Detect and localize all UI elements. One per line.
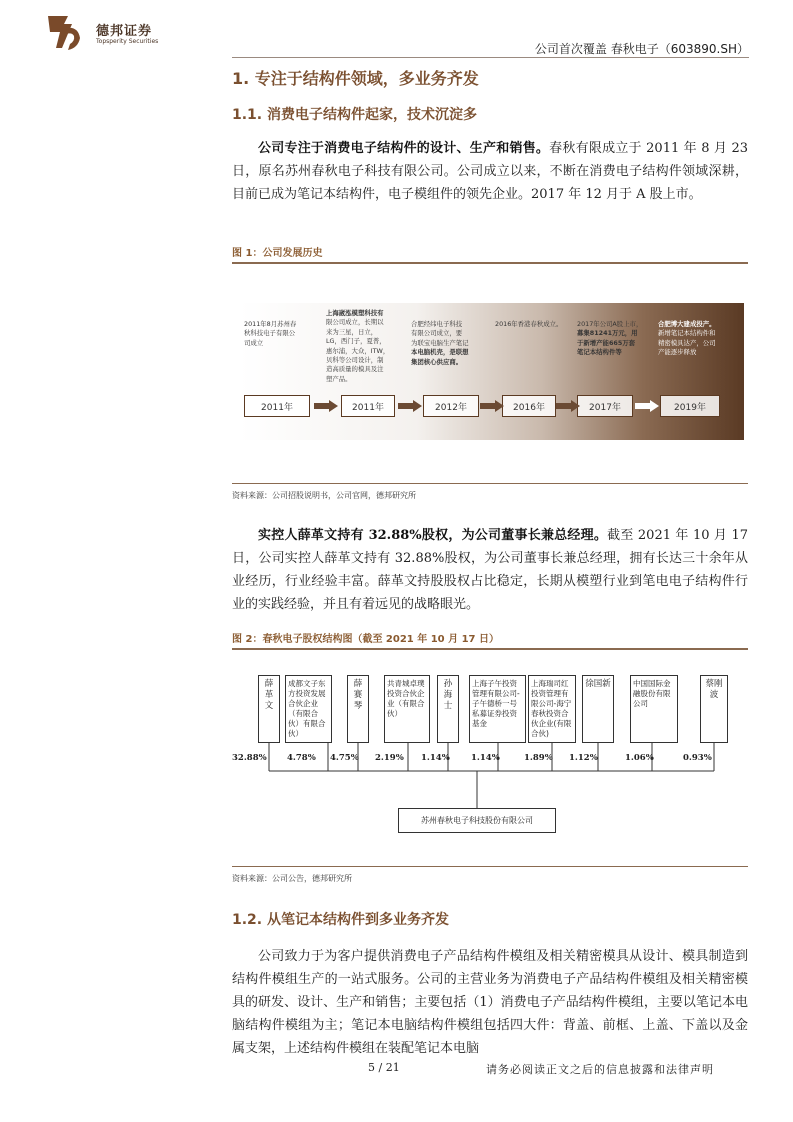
timeline-event-4: 2016年香港春秋成立。 xyxy=(495,320,563,328)
shareholder-box: 孙海士 xyxy=(437,675,459,743)
timeline-event-6: 合肥博大建成投产。 新增笔记本结构件和 精密模具达产，公司 产能逐步释放 xyxy=(658,320,716,357)
shareholder-box: 薛革文 xyxy=(258,675,280,743)
timeline-event-1: 2011年8月苏州春 秋科技电子有限公 司成立 xyxy=(244,320,297,347)
figure-2-bottom-rule xyxy=(232,866,748,867)
logo-text-cn: 德邦证券 xyxy=(96,24,153,39)
timeline-event-5: 2017年公司A股上市， 募集81241万元，用 于新增产能665万套 笔记本结构件等 xyxy=(577,320,643,357)
logo-text-en: Topsperity Securities xyxy=(96,38,159,45)
footer-disclaimer: 请务必阅读正文之后的信息披露和法律声明 xyxy=(486,1063,714,1076)
timeline-event-2: 上海崴泓模塑科技有 限公司成立，长期以 来为三星，日立， LG，西门子，夏普， 惠尔浦，大众，ITW， 贝科等公司设计，制 造高质量的模具及注 塑产品。 xyxy=(326,309,390,383)
shareholder-box: 上海瑞司红投资管理有限公司-海宁春秋投资合伙企业(有限合伙) xyxy=(528,675,576,743)
shareholder-box: 成都文子东方投资发展合伙企业（有限合伙）有限合伙） xyxy=(285,675,332,743)
timeline-year-6: 2019年 xyxy=(660,395,720,417)
share-percentage: 1.06% xyxy=(625,753,654,763)
share-percentage: 1.89% xyxy=(524,753,553,763)
paragraph-2-body: 截至 2021 年 10 月 17 日，公司实控人薛革文持有 32.88%股权，为公司董事长兼总经理，拥有长达三十余年从业经历，行业经验丰富。薛革文持股股权占比稳定，长期从模塑行业到笔电电子结构件行业的实践经验，并且有着远见的战略眼光。 xyxy=(232,528,748,612)
timeline-year-3: 2012年 xyxy=(423,395,479,417)
page-number: 5 / 21 xyxy=(368,1061,400,1074)
shareholder-box: 共青城卓璞投资合伙企业（有限合伙） xyxy=(384,675,430,743)
report-header: 公司首次覆盖 春秋电子（603890.SH） xyxy=(534,42,749,56)
share-percentage: 4.78% xyxy=(287,753,316,763)
paragraph-2 xyxy=(232,524,748,616)
timeline-arrow-icon xyxy=(556,400,580,412)
figure-1-title: 图 1：公司发展历史 xyxy=(232,248,323,259)
company-box: 苏州春秋电子科技股份有限公司 xyxy=(398,808,556,833)
figure-1-source: 资料来源：公司招股说明书，公司官网，德邦研究所 xyxy=(232,491,416,500)
paragraph-3: 公司致力于为客户提供消费电子产品结构件模组及相关精密模具从设计、模具制造到结构件模组生产的一站式服务。公司的主营业务为消费电子产品结构件模组及相关精密模具的研发、设计、生产和销售；主要包括（1）消费电子产品结构件模组，主要以笔记本电脑结构件模组为主；笔记本电脑结构件模组包括四大件：背盖、前框、上盖、下盖以及金属支架，上述结构件模组在装配笔记本电脑 xyxy=(232,949,748,1056)
figure-2-source: 资料来源：公司公告，德邦研究所 xyxy=(232,874,352,883)
timeline-arrow-icon xyxy=(398,400,422,412)
shareholder-box: 徐国新 xyxy=(582,675,614,743)
shareholding-structure xyxy=(232,665,748,841)
paragraph-2-lead: 实控人薛革文持有 32.88%股权，为公司董事长兼总经理。 xyxy=(258,528,608,543)
paragraph-1-lead: 公司专注于消费电子结构件的设计、生产和销售。 xyxy=(258,141,550,156)
paragraph-1 xyxy=(232,137,748,206)
company-logo xyxy=(42,10,172,54)
shareholder-box: 上海子午投资管理有限公司-子午德桥一号私募证券投资基金 xyxy=(469,675,526,743)
header-divider xyxy=(232,57,749,58)
shareholder-box: 中国国际金融股份有限公司 xyxy=(630,675,678,743)
timeline-arrow-icon xyxy=(635,400,659,412)
timeline-arrow-icon xyxy=(480,400,504,412)
timeline-year-1: 2011年 xyxy=(244,395,310,417)
share-percentage: 32.88% xyxy=(232,753,267,763)
figure-2-title: 图 2：春秋电子股权结构图（截至 2021 年 10 月 17 日） xyxy=(232,634,499,645)
subsection-title-2: 1.2. 从笔记本结构件到多业务齐发 xyxy=(232,912,449,928)
share-percentage: 4.75% xyxy=(330,753,359,763)
share-percentage: 1.12% xyxy=(569,753,598,763)
share-percentage: 1.14% xyxy=(421,753,450,763)
logo-mark-icon xyxy=(42,10,86,54)
timeline-event-3: 合肥经纬电子科技 有限公司成立，要 为联宝电脑生产笔记 本电脑机壳，是联想 集团核心供应商。 xyxy=(411,320,469,366)
share-percentage: 0.93% xyxy=(683,753,712,763)
section-title: 1. 专注于结构件领域，多业务齐发 xyxy=(232,69,479,88)
timeline-year-4: 2016年 xyxy=(502,395,556,417)
figure-1-top-rule xyxy=(232,262,748,264)
share-percentage: 2.19% xyxy=(375,753,404,763)
share-percentage: 1.14% xyxy=(471,753,500,763)
paragraph-1-body: 春秋有限成立于 2011 年 8 月 23 日，原名苏州春秋电子科技有限公司。公司成立以来，不断在消费电子结构件领域深耕，目前已成为笔记本结构件，电子模组件的领先企业。2017 年 12 月于 A 股上市。 xyxy=(232,141,748,202)
timeline-year-2: 2011年 xyxy=(341,395,395,417)
figure-1-bottom-rule xyxy=(232,483,748,484)
shareholder-box: 薛赛琴 xyxy=(347,675,369,743)
timeline-arrow-icon xyxy=(314,400,338,412)
figure-2-top-rule xyxy=(232,648,748,650)
subsection-title-1: 1.1. 消费电子结构件起家，技术沉淀多 xyxy=(232,107,477,123)
development-timeline xyxy=(240,303,744,440)
shareholder-box: 蔡刚波 xyxy=(700,675,728,743)
timeline-year-5: 2017年 xyxy=(577,395,633,417)
